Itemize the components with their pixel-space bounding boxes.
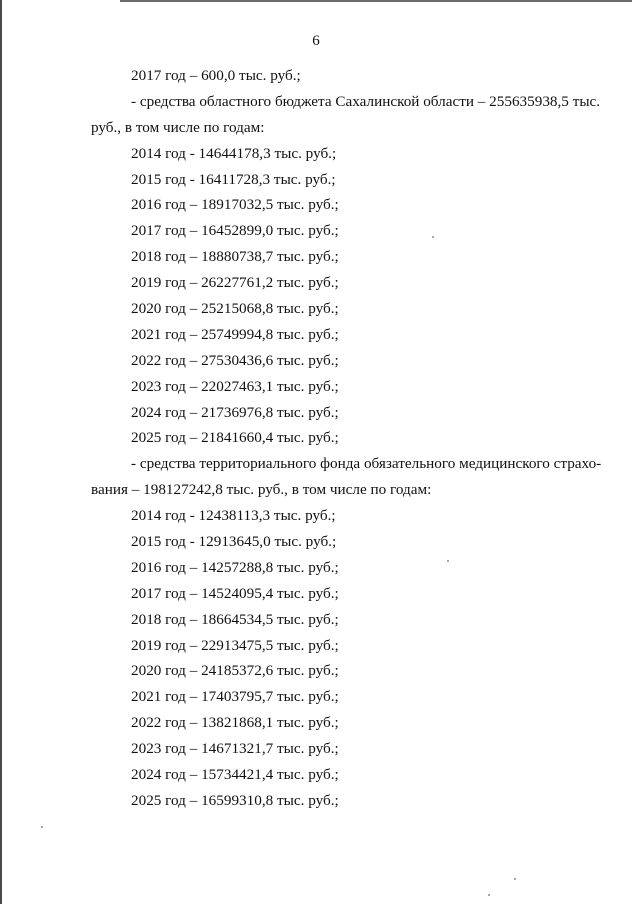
text-line: 2021 год – 17403795,7 тыс. руб.; — [131, 688, 339, 706]
text-line: 2018 год – 18664534,5 тыс. руб.; — [131, 610, 339, 628]
scan-speck — [514, 878, 516, 880]
page-number: 6 — [312, 33, 320, 49]
text-line: 2015 год - 16411728,3 тыс. руб.; — [131, 170, 336, 188]
text-line: 2019 год – 22913475,5 тыс. руб.; — [131, 636, 339, 654]
document-body — [0, 63, 632, 814]
text-line: 2017 год – 600,0 тыс. руб.; — [131, 67, 301, 84]
text-line: 2022 год – 27530436,6 тыс. руб.; — [131, 351, 339, 369]
text-line: 2020 год – 25215068,8 тыс. руб.; — [131, 300, 339, 318]
text-line: 2025 год – 16599310,8 тыс. руб.; — [131, 791, 339, 809]
text-line: вания – 198127242,8 тыс. руб., в том числе по годам: — [91, 481, 432, 499]
scan-speck — [41, 826, 43, 828]
text-line: 2014 год - 14644178,3 тыс. руб.; — [131, 144, 337, 162]
text-line: 2021 год – 25749994,8 тыс. руб.; — [131, 325, 339, 343]
text-line: 2017 год – 14524095,4 тыс. руб.; — [131, 584, 339, 602]
text-line: 2015 год - 12913645,0 тыс. руб.; — [131, 533, 337, 551]
text-line: 2017 год – 16452899,0 тыс. руб.; — [131, 222, 339, 240]
text-line: 2019 год – 26227761,2 тыс. руб.; — [131, 274, 339, 292]
text-line: 2025 год – 21841660,4 тыс. руб.; — [131, 429, 339, 447]
text-line: 2022 год – 13821868,1 тыс. руб.; — [131, 714, 339, 732]
text-line: 2018 год – 18880738,7 тыс. руб.; — [131, 248, 339, 266]
text-line: 2023 год – 14671321,7 тыс. руб.; — [131, 740, 339, 758]
text-line: руб., в том числе по годам: — [91, 118, 265, 136]
scan-top-edge — [120, 0, 632, 2]
text-line: 2020 год – 24185372,6 тыс. руб.; — [131, 662, 339, 680]
text-line: 2016 год – 14257288,8 тыс. руб.; — [131, 558, 339, 576]
text-line: 2016 год – 18917032,5 тыс. руб.; — [131, 196, 339, 214]
text-line: 2014 год - 12438113,3 тыс. руб.; — [131, 507, 336, 525]
text-line: 2023 год – 22027463,1 тыс. руб.; — [131, 377, 339, 395]
scan-speck — [488, 894, 490, 896]
text-line: 2024 год – 15734421,4 тыс. руб.; — [131, 766, 339, 784]
text-line: 2024 год – 21736976,8 тыс. руб.; — [131, 403, 339, 421]
text-line: - средства территориального фонда обязательного медицинского страхо- — [131, 455, 602, 473]
text-line: - средства областного бюджета Сахалинской области – 255635938,5 тыс. — [131, 92, 601, 110]
